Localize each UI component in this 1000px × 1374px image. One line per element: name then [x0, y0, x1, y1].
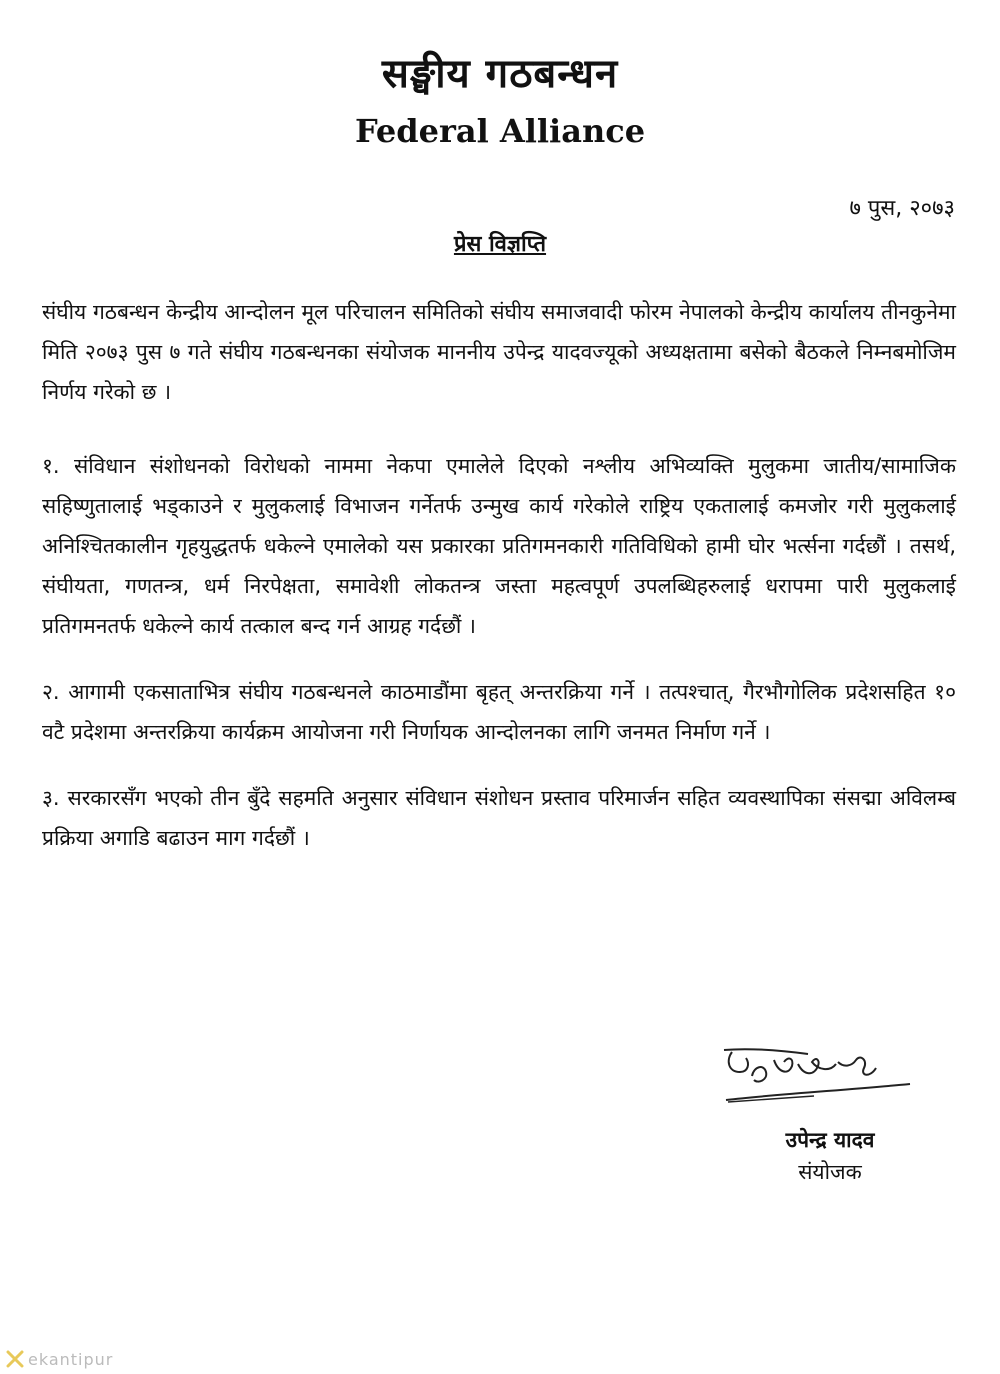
- watermark-text: ekantipur: [28, 1349, 114, 1369]
- decision-point-1: १. संविधान संशोधनको विरोधको नाममा नेकपा एमालेले दिएको नश्लीय अभिव्यक्ति मुलुकमा जातीय/सामाजिक सहिष्णुतालाई भड्काउने र मुलुकलाई विभाजन गर्नेतर्फ उन्मुख कार्य गरेकोले राष्ट्रिय एकतालाई कमजोर गरी मुलुकलाई अनिश्चितकालीन गृहयुद्धतर्फ धकेल्ने एमालेको यस प्रकारका प्रतिगमनकारी गतिविधिको हामी घोर भर्त्सना गर्दछौं । तसर्थ, संघीयता, गणतन्त्र, धर्म निरपेक्षता, समावेशी लोकतन्त्र जस्ता महत्वपूर्ण उपलब्धिहरुलाई धरापमा पारी मुलुकलाई प्रतिगमनतर्फ धकेल्ने कार्य तत्काल बन्द गर्न आग्रह गर्दछौं ।: [42, 454, 956, 638]
- signatory-role: संयोजक: [798, 1160, 862, 1184]
- intro-paragraph: संघीय गठबन्धन केन्द्रीय आन्दोलन मूल परिचालन समितिको संघीय समाजवादी फोरम नेपालको केन्द्रीय कार्यालय तीनकुनेमा मिति २०७३ पुस ७ गते संघीय गठबन्धनका संयोजक माननीय उपेन्द्र यादवज्यूको अध्यक्षतामा बसेको बैठकले निम्नबमोजिम निर्णय गरेको छ ।: [42, 300, 956, 404]
- press-release-heading: प्रेस विज्ञप्ति: [453, 232, 547, 257]
- organization-title-english: Federal Alliance: [354, 112, 646, 150]
- press-release-heading-wrap: [0, 228, 1000, 258]
- release-date: ७ पुस, २०७३: [849, 196, 955, 221]
- decision-point-3: ३. सरकारसँग भएको तीन बुँदे सहमति अनुसार संविधान संशोधन प्रस्ताव परिमार्जन सहित व्यवस्थापिका संसद्मा अविलम्ब प्रक्रिया अगाडि बढाउन माग गर्दछौं ।: [42, 786, 956, 850]
- ekantipur-logo-icon: [6, 1350, 24, 1368]
- handwritten-signature: [718, 1038, 918, 1118]
- press-release-body: [42, 292, 956, 884]
- ekantipur-watermark: [6, 1348, 146, 1370]
- organization-title-nepali: सङ्घीय गठबन्धन: [381, 51, 619, 97]
- signatory-name: उपेन्द्र यादव: [785, 1128, 875, 1152]
- decision-point-2: २. आगामी एकसाताभित्र संघीय गठबन्धनले काठमाडौंमा बृहत् अन्तरक्रिया गर्ने । तत्पश्चात्, गैरभौगोलिक प्रदेशसहित १० वटै प्रदेशमा अन्तरक्रिया कार्यक्रम आयोजना गरी निर्णायक आन्दोलनका लागि जनमत निर्माण गर्ने ।: [42, 680, 956, 744]
